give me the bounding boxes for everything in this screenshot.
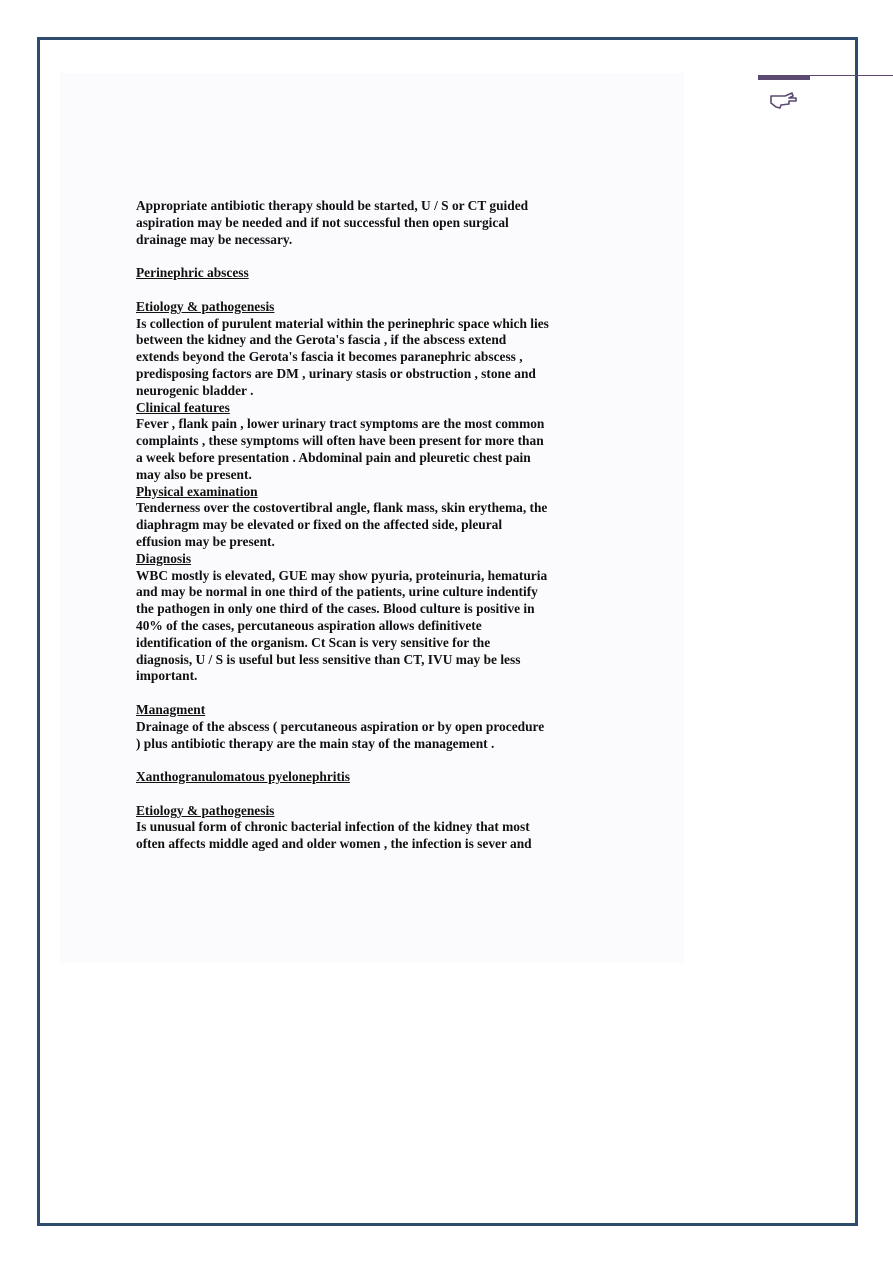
etiology-line: extends beyond the Gerota's fascia it becomes paranephric abscess , [136, 349, 523, 365]
diagnosis-line: the pathogen in only one third of the cases. Blood culture is positive in [136, 601, 535, 617]
etiology-line: between the kidney and the Gerota's fascia , if the abscess extend [136, 332, 507, 348]
diagnosis-line: identification of the organism. Ct Scan is very sensitive for the [136, 634, 491, 650]
diagnosis-line: WBC mostly is elevated, GUE may show pyuria, proteinuria, hematuria [136, 567, 548, 583]
section-title-perinephric: Perinephric abscess [136, 265, 249, 281]
diagnosis-line: diagnosis, U / S is useful but less sensitive than CT, IVU may be less [136, 651, 521, 667]
diagnosis-line: 40% of the cases, percutaneous aspiration allows definitivete [136, 617, 482, 633]
document-body [136, 198, 596, 853]
intro-line: aspiration may be needed and if not successful then open surgical [136, 214, 509, 230]
hand-pointer-icon [768, 88, 798, 112]
diagnosis-line: important. [136, 668, 198, 684]
clinical-line: complaints , these symptoms will often have been present for more than [136, 433, 544, 449]
etiology-line: Is collection of purulent material within the perinephric space which lies [136, 315, 549, 331]
heading-etiology-2: Etiology & pathogenesis [136, 802, 275, 818]
section-title-xanthogranulomatous: Xanthogranulomatous pyelonephritis [136, 769, 350, 785]
heading-physical-examination: Physical examination [136, 483, 258, 499]
heading-etiology: Etiology & pathogenesis [136, 298, 275, 314]
clinical-line: Fever , flank pain , lower urinary tract symptoms are the most common [136, 416, 545, 432]
physical-line: diaphragm may be elevated or fixed on the affected side, pleural [136, 517, 503, 533]
clinical-line: may also be present. [136, 466, 252, 482]
etiology2-line: Is unusual form of chronic bacterial infection of the kidney that most [136, 819, 530, 835]
management-line: ) plus antibiotic therapy are the main stay of the management . [136, 735, 495, 751]
intro-line: drainage may be necessary. [136, 231, 293, 247]
physical-line: Tenderness over the costovertibral angle, flank mass, skin erythema, the [136, 500, 548, 516]
etiology-line: predisposing factors are DM , urinary stasis or obstruction , stone and [136, 365, 536, 381]
heading-management: Managment [136, 701, 206, 717]
heading-clinical-features: Clinical features [136, 399, 230, 415]
corner-accent-line [810, 75, 893, 76]
intro-line: Appropriate antibiotic therapy should be started, U / S or CT guided [136, 198, 529, 213]
management-line: Drainage of the abscess ( percutaneous aspiration or by open procedure [136, 718, 545, 734]
etiology2-line: often affects middle aged and older women , the infection is sever and [136, 836, 532, 852]
physical-line: effusion may be present. [136, 533, 275, 549]
corner-accent-bar [758, 75, 810, 80]
etiology-line: neurogenic bladder . [136, 382, 254, 398]
heading-diagnosis: Diagnosis [136, 550, 192, 566]
diagnosis-line: and may be normal in one third of the patients, urine culture indentify [136, 584, 538, 600]
clinical-line: a week before presentation . Abdominal pain and pleuretic chest pain [136, 449, 531, 465]
